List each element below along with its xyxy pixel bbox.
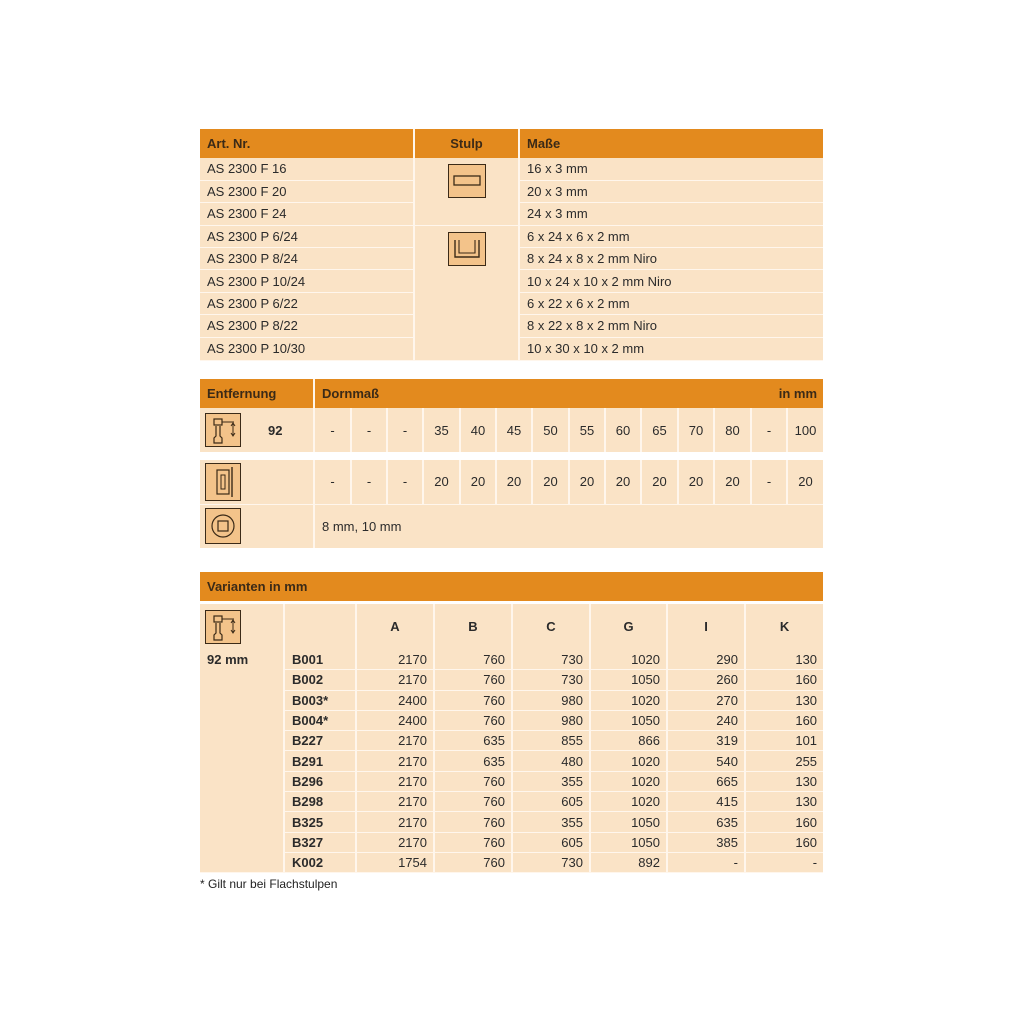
variant-value: 260 (667, 670, 745, 690)
variant-value: 1020 (590, 690, 667, 710)
table-row (200, 670, 823, 690)
variant-value: 1020 (590, 650, 667, 670)
masse-cell: 20 x 3 mm (519, 180, 823, 202)
table-row (200, 832, 823, 852)
variant-value: 130 (745, 771, 823, 791)
variant-value: 760 (434, 852, 512, 872)
variant-value: 635 (434, 731, 512, 751)
footnote: * Gilt nur bei Flachstulpen (200, 877, 338, 891)
variant-value: 270 (667, 690, 745, 710)
variant-value: 160 (745, 710, 823, 730)
variant-value: 130 (745, 690, 823, 710)
stulp-width-value: 20 (787, 460, 823, 504)
art-nr-cell: AS 2300 P 10/24 (200, 270, 414, 292)
table-row (200, 690, 823, 710)
variant-value: 480 (512, 751, 590, 771)
variant-value: 980 (512, 710, 590, 730)
dornmass-value: 40 (460, 408, 496, 452)
variant-value: 635 (434, 751, 512, 771)
masse-cell: 24 x 3 mm (519, 203, 823, 225)
dornmass-value: - (751, 408, 787, 452)
stulp-width-value: 20 (678, 460, 714, 504)
variant-code: B004* (284, 710, 356, 730)
variant-value: 760 (434, 650, 512, 670)
stulp-icon-cell (414, 158, 519, 225)
dornmass-table (200, 379, 823, 548)
nuss-icon-cell (200, 504, 314, 548)
faceplate-icon (205, 463, 241, 501)
table-row (200, 731, 823, 751)
varianten-title: Varianten in mm (200, 572, 823, 603)
variant-value: 760 (434, 690, 512, 710)
variant-value: 665 (667, 771, 745, 791)
column-header: B (434, 603, 512, 650)
header-masse: Maße (519, 129, 823, 158)
variant-value: 760 (434, 832, 512, 852)
variant-value: 415 (667, 792, 745, 812)
column-header: A (356, 603, 434, 650)
nuss-sizes: 8 mm, 10 mm (314, 504, 823, 548)
variant-value: 2170 (356, 751, 434, 771)
varianten-icon-cell (200, 603, 284, 650)
entfernung-value: 92 (261, 408, 314, 452)
variant-code: B325 (284, 812, 356, 832)
table-row (200, 225, 823, 247)
table-row (200, 650, 823, 670)
variant-value: 2170 (356, 771, 434, 791)
stulp-icon-cell (200, 460, 314, 504)
handle-cylinder-icon (205, 413, 241, 447)
u-faceplate-icon (448, 232, 486, 266)
variant-value: 130 (745, 792, 823, 812)
variant-value: 730 (512, 670, 590, 690)
masse-cell: 10 x 24 x 10 x 2 mm Niro (519, 270, 823, 292)
art-nr-cell: AS 2300 P 8/22 (200, 315, 414, 337)
variant-value: 319 (667, 731, 745, 751)
variant-value: 160 (745, 670, 823, 690)
variant-value: 2170 (356, 792, 434, 812)
stulp-width-value: - (351, 460, 387, 504)
stulp-width-value: - (387, 460, 423, 504)
dornmass-value: 100 (787, 408, 823, 452)
variant-value: 1050 (590, 710, 667, 730)
variant-value: 2400 (356, 690, 434, 710)
variant-code: K002 (284, 852, 356, 872)
column-header: G (590, 603, 667, 650)
varianten-table (200, 572, 823, 873)
art-nr-cell: AS 2300 P 6/24 (200, 225, 414, 247)
stulp-width-value: 20 (496, 460, 532, 504)
variant-value: 2170 (356, 650, 434, 670)
art-nr-cell: AS 2300 F 20 (200, 180, 414, 202)
dornmass-value: 60 (605, 408, 641, 452)
variant-value: 355 (512, 812, 590, 832)
variant-code: B327 (284, 832, 356, 852)
header-stulp: Stulp (414, 129, 519, 158)
stulp-width-value: - (751, 460, 787, 504)
stulp-width-value: 20 (532, 460, 569, 504)
variant-value: - (667, 852, 745, 872)
masse-cell: 8 x 22 x 8 x 2 mm Niro (519, 315, 823, 337)
variant-value: 760 (434, 771, 512, 791)
variant-code: B296 (284, 771, 356, 791)
table-row (200, 852, 823, 872)
stulp-width-value: 20 (423, 460, 460, 504)
variant-value: 866 (590, 731, 667, 751)
column-header: C (512, 603, 590, 650)
table-row (200, 812, 823, 832)
variant-value: 240 (667, 710, 745, 730)
variant-value: 605 (512, 792, 590, 812)
dornmass-value: - (351, 408, 387, 452)
dornmass-value: - (387, 408, 423, 452)
table-row (200, 158, 823, 180)
column-header: K (745, 603, 823, 650)
variant-code: B291 (284, 751, 356, 771)
variant-value: 2170 (356, 832, 434, 852)
variant-value: 892 (590, 852, 667, 872)
variant-value: 101 (745, 731, 823, 751)
table-row (200, 751, 823, 771)
variant-value: 1050 (590, 812, 667, 832)
variant-value: 355 (512, 771, 590, 791)
stulp-width-value: - (314, 460, 351, 504)
variant-value: 2170 (356, 812, 434, 832)
variant-code: B227 (284, 731, 356, 751)
dornmass-value: 55 (569, 408, 605, 452)
variant-value: 2400 (356, 710, 434, 730)
variant-value: 855 (512, 731, 590, 751)
variant-value: 605 (512, 832, 590, 852)
variant-value: 1754 (356, 852, 434, 872)
table-row (200, 710, 823, 730)
variant-value: 1020 (590, 771, 667, 791)
dornmass-value: 50 (532, 408, 569, 452)
variant-value: 1020 (590, 751, 667, 771)
variant-value: 1020 (590, 792, 667, 812)
variant-value: 1050 (590, 832, 667, 852)
stulp-width-value: 20 (569, 460, 605, 504)
stulp-icon-cell (414, 225, 519, 360)
table-row (200, 792, 823, 812)
masse-cell: 6 x 22 x 6 x 2 mm (519, 292, 823, 314)
art-nr-cell: AS 2300 F 24 (200, 203, 414, 225)
dornmass-value: 45 (496, 408, 532, 452)
dornmass-value: 35 (423, 408, 460, 452)
art-nr-cell: AS 2300 P 10/30 (200, 337, 414, 360)
variant-value: 2170 (356, 670, 434, 690)
header-art-nr: Art. Nr. (200, 129, 414, 158)
masse-cell: 10 x 30 x 10 x 2 mm (519, 337, 823, 360)
variant-value: 540 (667, 751, 745, 771)
masse-cell: 6 x 24 x 6 x 2 mm (519, 225, 823, 247)
flat-faceplate-icon (448, 164, 486, 198)
dornmass-value: 80 (714, 408, 751, 452)
variant-value: 160 (745, 812, 823, 832)
variant-value: 760 (434, 670, 512, 690)
variant-value: 760 (434, 710, 512, 730)
stulp-width-value: 20 (460, 460, 496, 504)
masse-cell: 8 x 24 x 8 x 2 mm Niro (519, 248, 823, 270)
variant-value: 385 (667, 832, 745, 852)
variant-code: B003* (284, 690, 356, 710)
variant-value: 160 (745, 832, 823, 852)
dornmass-value: 65 (641, 408, 678, 452)
variant-value: 130 (745, 650, 823, 670)
dornmass-value: - (314, 408, 351, 452)
variant-value: 1050 (590, 670, 667, 690)
variant-value: 730 (512, 650, 590, 670)
variant-value: - (745, 852, 823, 872)
variant-value: 2170 (356, 731, 434, 751)
variant-value: 635 (667, 812, 745, 832)
stulp-width-value: 20 (641, 460, 678, 504)
variant-value: 255 (745, 751, 823, 771)
handle-cylinder-icon (205, 610, 241, 644)
variant-code: B298 (284, 792, 356, 812)
variant-code: B001 (284, 650, 356, 670)
variant-value: 730 (512, 852, 590, 872)
header-entfernung: Entfernung (200, 379, 314, 408)
group-label: 92 mm (200, 650, 284, 873)
variant-value: 980 (512, 690, 590, 710)
header-dornmass: Dornmaß (314, 379, 751, 408)
table-row (200, 771, 823, 791)
masse-cell: 16 x 3 mm (519, 158, 823, 180)
stulp-width-value: 20 (714, 460, 751, 504)
variant-value: 290 (667, 650, 745, 670)
variant-value: 760 (434, 792, 512, 812)
art-nr-cell: AS 2300 F 16 (200, 158, 414, 180)
dornmass-value: 70 (678, 408, 714, 452)
column-header: I (667, 603, 745, 650)
variant-code: B002 (284, 670, 356, 690)
square-spindle-icon (205, 508, 241, 544)
stulp-width-value: 20 (605, 460, 641, 504)
variant-value: 760 (434, 812, 512, 832)
art-nr-cell: AS 2300 P 8/24 (200, 248, 414, 270)
handle-cylinder-icon-cell (200, 408, 261, 452)
art-nr-cell: AS 2300 P 6/22 (200, 292, 414, 314)
header-unit: in mm (751, 379, 823, 408)
article-table (200, 129, 823, 361)
